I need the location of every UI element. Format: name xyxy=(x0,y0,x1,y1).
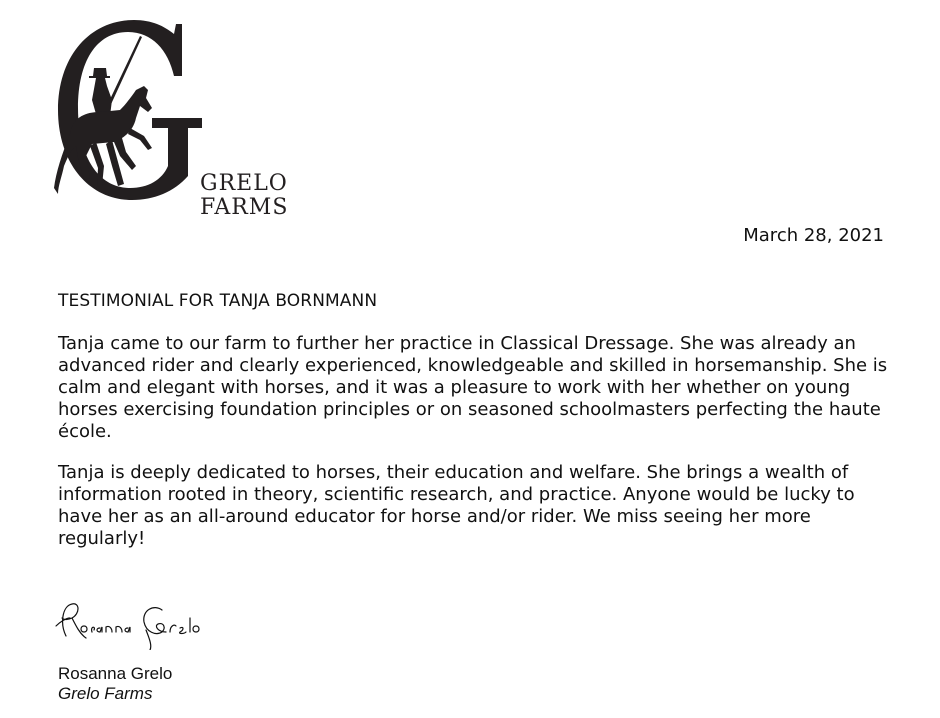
logo-wordmark xyxy=(200,172,288,220)
letter-date: March 28, 2021 xyxy=(743,225,884,246)
grelo-farms-logo xyxy=(52,16,289,220)
body-paragraph-2: Tanja is deeply dedicated to horses, their education and welfare. She brings a wealth of information rooted in theory, scientific research, and practice. Anyone would be lucky to have her as an all-around educator for horse and/or rider. We miss seeing her more regularly! xyxy=(58,462,855,549)
handwritten-signature xyxy=(50,596,220,650)
body-paragraph-1: Tanja came to our farm to further her practice in Classical Dressage. She was already an advanced rider and clearly experienced, knowledgeable and skilled in horsemanship. She is calm and elegant with horses, and it was a pleasure to work with her whether on young horses exercising foundation principles or on seasoned schoolmasters perfecting the haute école. xyxy=(58,333,888,442)
signer-name: Rosanna Grelo xyxy=(58,664,173,683)
signer-organization: Grelo Farms xyxy=(58,684,153,703)
logo-line-1: GRELO xyxy=(200,171,288,196)
logo-line-2: FARMS xyxy=(200,195,289,220)
letter-title: TESTIMONIAL FOR TANJA BORNMANN xyxy=(58,291,378,311)
